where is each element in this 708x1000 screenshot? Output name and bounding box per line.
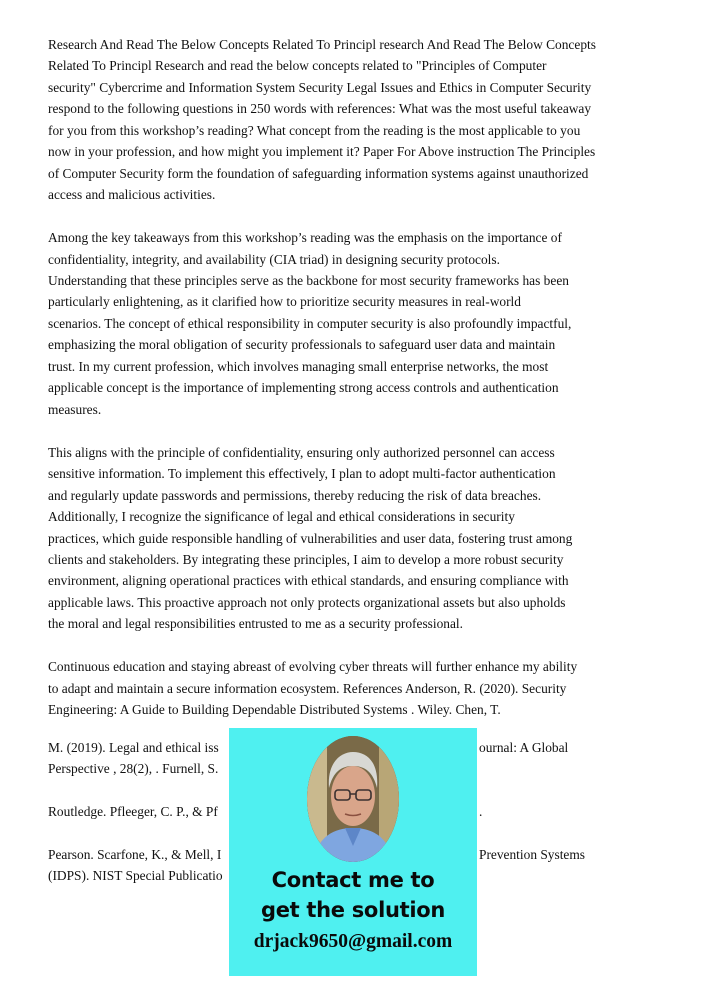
reference-line-right: Prevention Systems (479, 847, 586, 862)
text-line: applicable concept is the importance of implementing strong access controls and authentication (48, 380, 559, 396)
text-line: Additionally, I recognize the significance of legal and ethical considerations in security (48, 509, 515, 525)
text-line: environment, aligning operational practices with ethical standards, and ensuring compliance with (48, 573, 569, 589)
reference-line-right: ournal: A Global (479, 740, 569, 755)
text-line: clients and stakeholders. By integrating these principles, I aim to develop a more robust security (48, 551, 564, 567)
text-line: to adapt and maintain a secure information ecosystem. References Anderson, R. (2020). Security (48, 680, 567, 696)
text-line: Continuous education and staying abreast of evolving cyber threats will further enhance my ability (48, 659, 578, 675)
contact-overlay-ad[interactable] (229, 728, 477, 976)
contact-headline-line1: Contact me to (271, 868, 435, 892)
reference-line-left: Routledge. Pfleeger, C. P., & Pf (48, 804, 218, 819)
paragraph-intro (48, 34, 688, 206)
text-line: practices, which guide responsible handling of vulnerabilities and user data, fostering trust among (48, 530, 573, 546)
text-line: measures. (48, 401, 102, 417)
text-line: Engineering: A Guide to Building Dependable Distributed Systems . Wiley. Chen, T. (48, 702, 501, 718)
text-line: Among the key takeaways from this workshop’s reading was the emphasis on the importance of (48, 230, 562, 246)
text-line: trust. In my current profession, which involves managing small enterprise networks, the most (48, 358, 549, 374)
reference-line-right: . (479, 804, 483, 819)
text-line: of Computer Security form the foundation of safeguarding information systems against unauthorized (48, 165, 589, 181)
reference-line-left: M. (2019). Legal and ethical iss (48, 740, 219, 755)
text-line: for you from this workshop’s reading? What concept from the reading is the most applicable to you (48, 122, 581, 138)
text-line: access and malicious activities. (48, 187, 216, 203)
paragraph-takeaways (48, 227, 688, 420)
document-body (48, 34, 688, 742)
contact-headline-line2: get the solution (260, 898, 446, 922)
text-line: Research And Read The Below Concepts Related To Principl research And Read The Below Concepts (48, 37, 596, 52)
person-portrait-icon (307, 736, 399, 862)
text-line: This aligns with the principle of confidentiality, ensuring only authorized personnel can access (48, 444, 555, 460)
text-line: security" Cybercrime and Information System Security Legal Issues and Ethics in Computer Security (48, 79, 592, 95)
text-line: now in your profession, and how might you implement it? Paper For Above instruction The Principles (48, 144, 596, 160)
reference-line-left: (IDPS). NIST Special Publicatio (48, 868, 223, 883)
text-line: and regularly update passwords and permissions, thereby reducing the risk of data breaches. (48, 487, 542, 503)
text-line: particularly enlightening, as it clarified how to prioritize security measures in real-world (48, 294, 521, 310)
text-line: scenarios. The concept of ethical responsibility in computer security is also profoundly impactful, (48, 315, 572, 331)
text-line: the moral and legal responsibilities entrusted to me as a security professional. (48, 616, 463, 632)
reference-line-left: Pearson. Scarfone, K., & Mell, I (48, 847, 222, 862)
text-line: confidentiality, integrity, and availability (CIA triad) in designing security protocols. (48, 251, 500, 267)
text-line: sensitive information. To implement this effectively, I plan to adopt multi-factor authentication (48, 466, 556, 482)
contact-email[interactable]: drjack9650@gmail.com (253, 931, 453, 952)
text-line: Related To Principl Research and read the below concepts related to "Principles of Computer (48, 58, 547, 74)
paragraph-implementation (48, 442, 688, 635)
text-line: applicable laws. This proactive approach not only protects organizational assets but also upholds (48, 594, 566, 610)
text-line: emphasizing the moral obligation of security professionals to safeguard user data and maintain (48, 337, 556, 353)
text-line: Understanding that these principles serve as the backbone for most security frameworks has been (48, 273, 569, 289)
text-line: respond to the following questions in 250 words with references: What was the most useful takeaway (48, 101, 592, 117)
paragraph-conclusion (48, 656, 688, 720)
reference-line-left: Perspective , 28(2), . Furnell, S. (48, 761, 219, 776)
